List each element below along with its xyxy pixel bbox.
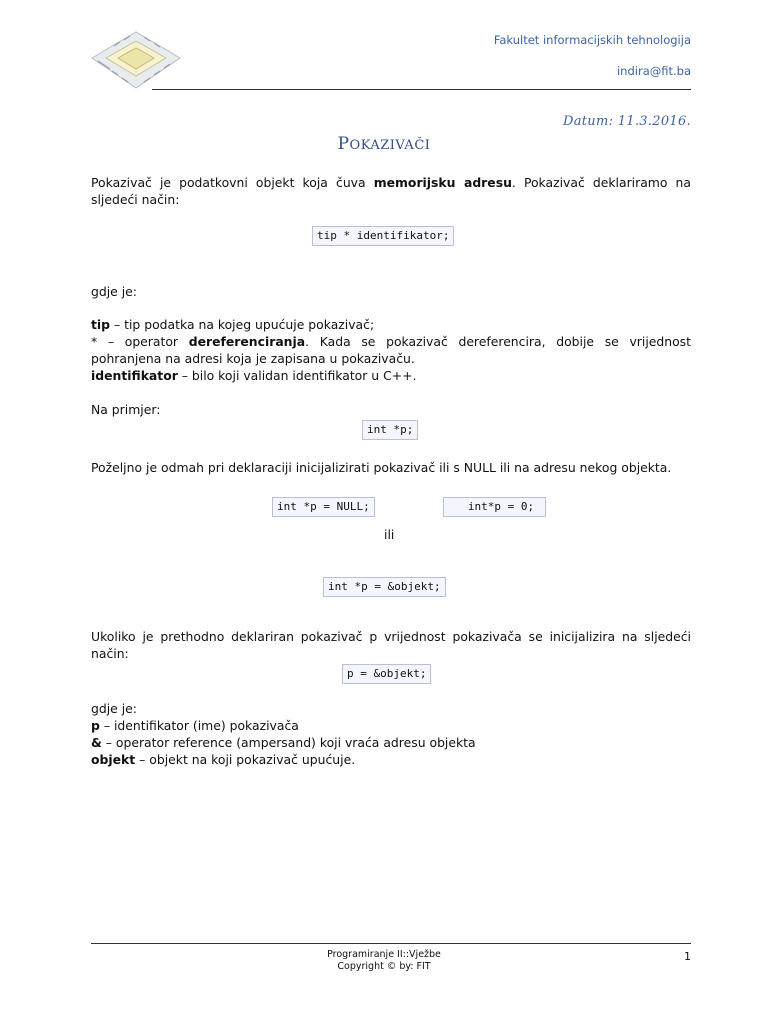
page-title [0, 134, 768, 154]
header-divider [152, 89, 691, 90]
gdje-je-label-1: gdje je: [91, 284, 137, 299]
code-object-init: int *p = &objekt; [323, 577, 446, 597]
footer-course: Programiranje II::Vježbe [327, 949, 441, 960]
intro-text-1: Pokazivač je podatkovni objekt koja čuva [91, 175, 374, 190]
code-null-init: int *p = NULL; [272, 497, 375, 517]
definition-ampersand: & – operator reference (ampersand) koji vraća adresu objekta [91, 735, 476, 750]
definition-p: p – identifikator (ime) pokazivača [91, 718, 299, 733]
definition-identifikator: identifikator – bilo koji validan identifikator u C++. [91, 368, 417, 383]
footer-divider [91, 943, 691, 944]
intro-paragraph [91, 174, 691, 208]
ili-label: ili [384, 527, 395, 542]
definition-objekt: objekt – objekt na koji pokazivač upućuje. [91, 752, 356, 767]
ukoliko-paragraph: Ukoliko je prethodno deklariran pokazivač p vrijednost pokazivača se inicijalizira na sljedeći način: [91, 629, 691, 661]
code-assign: p = &objekt; [342, 664, 431, 684]
title-initial: P [337, 134, 350, 154]
footer-copyright: Copyright © by: FIT [337, 961, 431, 972]
code-example: int *p; [362, 420, 418, 440]
definitions-block-2 [91, 700, 691, 768]
fit-logo [84, 28, 184, 94]
document-date: Datum: 11.3.2016. [562, 114, 691, 129]
code-zero-init: int*p = 0; [443, 497, 546, 517]
title-rest: OKAZIVAČI [349, 138, 431, 153]
na-primjer-label: Na primjer: [91, 402, 161, 417]
definition-star: * – operator dereferenciranja. Kada se pokazivač dereferencira, dobije se vrijednost pohranjena na adresi koja je zapisana u pokazivaču. [91, 334, 691, 366]
faculty-name: Fakultet informacijskih tehnologija [493, 33, 691, 47]
definitions-block [91, 316, 691, 384]
page-number: 1 [684, 950, 691, 963]
intro-text-2: . Pokazivač deklariramo na sljedeći način: [91, 175, 692, 207]
gdje-je-label-2: gdje je: [91, 701, 137, 716]
intro-bold: memorijsku adresu [373, 175, 512, 190]
code-declaration: tip * identifikator; [312, 226, 454, 246]
pozeljno-paragraph: Poželjno je odmah pri deklaraciji inicijalizirati pokazivač ili s NULL ili na adresu nekog objekta. [91, 460, 672, 475]
header-email[interactable]: indira@fit.ba [616, 64, 691, 78]
definition-tip: tip – tip podatka na kojeg upućuje pokazivač; [91, 317, 375, 332]
